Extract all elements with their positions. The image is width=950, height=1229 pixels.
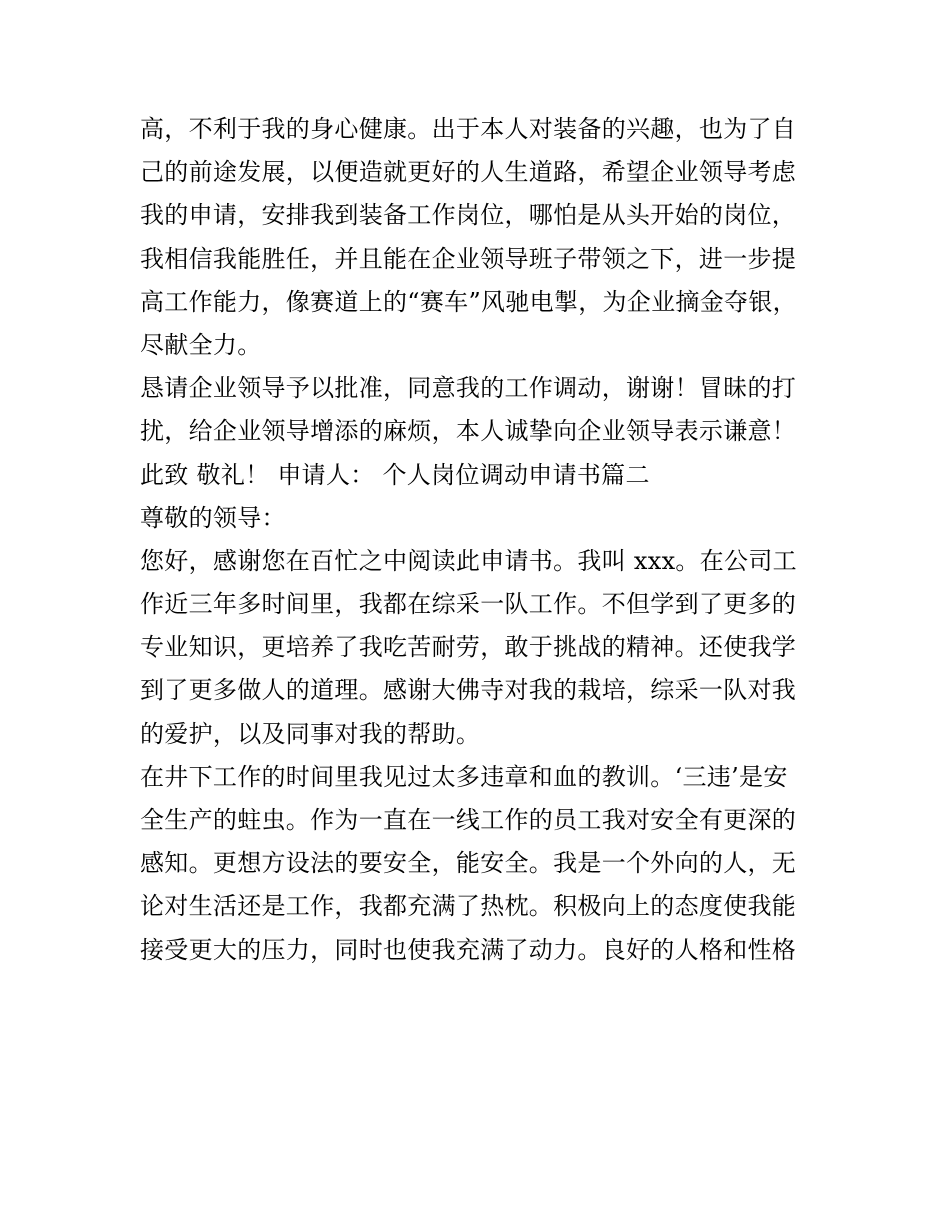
- text-line: 您好，感谢您在百忙之中阅读此申请书。我叫 xxx。在公司工: [140, 546, 797, 575]
- text-line: 论对生活还是工作，我都充满了热枕。积极向上的态度使我能: [140, 892, 797, 921]
- text-line: 高，不利于我的身心健康。出于本人对装备的兴趣，也为了自: [140, 115, 797, 143]
- text-line: 尽献全力。: [140, 330, 262, 359]
- text-line: 高工作能力，像赛道上的“赛车”风驰电掣，为企业摘金夺银，: [140, 287, 797, 316]
- text-line: 接受更大的压力，同时也使我充满了动力。良好的人格和性格: [140, 935, 797, 964]
- text-line: 我的申请，安排我到装备工作岗位，哪怕是从头开始的岗位，: [140, 201, 797, 230]
- text-line: 专业知识，更培养了我吃苦耐劳，敢于挑战的精神。还使我学: [140, 633, 797, 662]
- text-line: 感知。更想方设法的要安全，能安全。我是一个外向的人，无: [140, 849, 797, 878]
- text-line: 己的前途发展，以便造就更好的人生道路，希望企业领导考虑: [140, 158, 797, 187]
- text-line: 到了更多做人的道理。感谢大佛寺对我的栽培，综采一队对我: [140, 676, 797, 705]
- document-body: [140, 108, 820, 972]
- text-line: 我相信我能胜任，并且能在企业领导班子带领之下，进一步提: [140, 244, 797, 273]
- text-line: 全生产的蛀虫。作为一直在一线工作的员工我对安全有更深的: [140, 806, 797, 834]
- text-line: 扰，给企业领导增添的麻烦，本人诚挚向企业领导表示谦意！: [140, 417, 797, 446]
- text-line: 的爱护，以及同事对我的帮助。: [140, 719, 481, 748]
- salutation: 尊敬的领导：: [140, 503, 286, 532]
- text-line: 作近三年多时间里，我都在综采一队工作。不但学到了更多的: [140, 590, 797, 619]
- text-line: 此致 敬礼！ 申请人： 个人岗位调动申请书篇二: [140, 460, 650, 489]
- text-line: 恳请企业领导予以批准，同意我的工作调动，谢谢！冒昧的打: [140, 374, 797, 403]
- text-line: 在井下工作的时间里我见过太多违章和血的教训。‘三违’是安: [140, 762, 788, 791]
